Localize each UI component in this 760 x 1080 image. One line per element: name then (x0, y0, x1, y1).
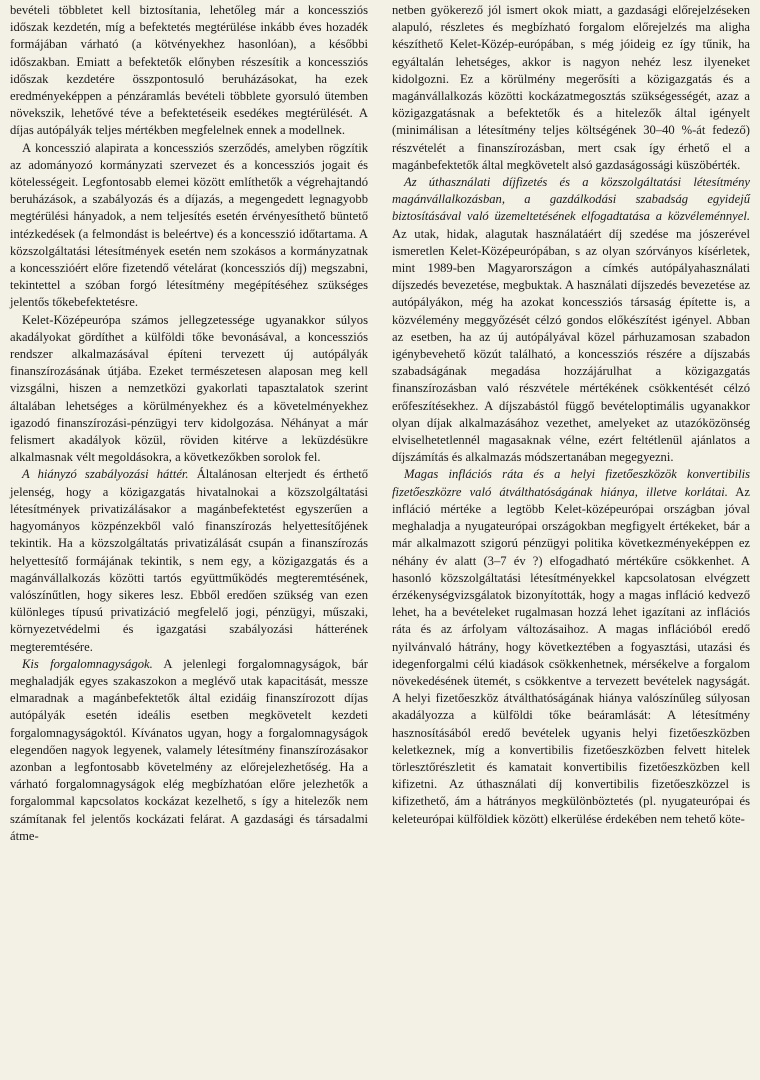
paragraph-text: Az utak, hidak, alagutak használatáért díj szedése ma jószerével ismeretlen Kelet-Középeurópában, s az olyan szórványos kísérletek, mint 1989-ben Magyarországon a címkés autópályahasználati díjszedés bevezetése, megbuktak. A használati díjszedés bevezetése az autópályákon, még ha azokat koncessziós társaság építette is, a közvélemény meggyőzését célzó gondos előkészítést igényel. Abban az esetben, ha az új autópályával közel párhuzamosan szabadon igénybevehető közút található, a koncessziós részére a díjszabás szabadságának megadása hozzájárulhat a közigazgatás finanszírozásban való részvétele mértékének csökkentését célzó erőfeszítésekhez. A díjszabástól függő bevételoptimális ugyanakkor olyan díjak alkalmazásához vezethet, amelyeket az utazóközönség elviselhetetlennél magasaknak vélne, ezért feltétlenül ajánlatos a díjszámítás és alkalmazás módszertanában megegyezni. (392, 226, 750, 465)
paragraph (392, 174, 750, 466)
paragraph (10, 656, 368, 845)
paragraph: Kelet-Középeurópa számos jellegzetessége ugyanakkor súlyos akadályokat gördíthet a külföldi tőke bevonásával, a koncessziós rendszer alkalmazásával építeni tervezett új autópályák finanszírozásának útjába. Ezeket természetesen alaposan meg kell vizsgálni, hiszen a nemzetközi gyakorlati tapasztalatok szerint általában lehetséges a körülményekhez és a követelményekhez igazodó finanszírozási-pénzügyi terv kidolgozása. Néhányat a már felismert akadályok közül, röviden kitérve a leküzdésükre alkalmasnak vélt megoldásokra, a következőkben sorolok fel. (10, 312, 368, 465)
paragraph (10, 466, 368, 655)
paragraph-text: A jelenlegi forgalomnagyságok, bár meghaladják egyes szakaszokon a meglévő utak kapacitását, messze elmaradnak a magánbefektetők által ezidáig finanszírozott díjas autópályák esetén ideális esetben megkövetelt kezdeti forgalomnagyságoktól. Kívánatos ugyan, hogy a forgalomnagyságok elegendően nagyok legyenek, valamely létesítmény finanszírozásakor azonban a legfontosabb követelmény az előrejelezhetőség. Ha a várható forgalomnagyságok elég megbízhatóan előre jelezhetők a forgalommal kapcsolatos kockázat kezelhető, s így a hitelezők nem számítanak fel jelentős kockázati felárat. A gazdasági és társadalmi átme- (10, 656, 368, 843)
paragraph-text: Az infláció mértéke a legtöbb Kelet-középeurópai országban jóval meghaladja a nyugateurópai országokban megfigyelt értékeket, bár a már alkalmazott szigorú pénzügyi politika következményeképpen ez néhány év alatt (3–7 év ?) elfogadható mértékűre csökkenhet. A hasonló közszolgáltatási létesítményekkel kapcsolatosan elvégzett érzékenységvizsgálatok bizonyították, hogy a magas infláció kedvező lehet, ha a bevételeket rugalmasan hozzá lehet igazítani az inflációs ráta és az árfolyam változásaihoz. A magas inflációból eredő nyilvánvaló hátrány, hogy következtében a fogyasztási, utazási és idegenforgalmi célú kiadások csökkenhetnek, mérsékelve a forgalom növekedésének ütemét, s csökkentve a tervezett bevételek nagyságát. A helyi fizetőeszköz átválthatóságának hiánya valószínűleg súlyosan akadályozza a külföldi tőke beáramlását: A létesítmény hasznosításából eredő bevételek ugyanis helyi fizetőeszközben keletkeznek, míg a konvertibilis fizetőeszközben felvett hitelek törlesztőrészletit és kamatait konvertibilis fizetőeszközben kell kifizetni. Az úthasználati díj konvertibilis fizetőeszközzel is kifizethető, ám a hátrányos megkülönböztetés (pl. nyugateurópai és keleteurópai külföldiek között) elkerülése érdekében nem tehető köte- (392, 484, 750, 826)
paragraph: A koncesszió alapirata a koncessziós szerződés, amelyben rögzítik az adományozó kormányzati szervezet és a koncessziós jogait és kötelességeit. Legfontosabb elemei között említhetők a végrehajtandó beruházások, a szabályozás és a díjazás, a megengedett legnagyobb megtérülési hányadok, a nem teljesítés esetén érvényesíthető büntető intézkedések (a felmondást is beleértve) és a koncesszió időtartama. A közszolgáltatási létesítmények esetén nem szokásos a kormányzatnak a koncesszióért előre fizetendő vételárat (koncessziós díj) megszabni, tekintettel a szóban forgó létesítmény megépítéséhez szükséges jelentős tőkebefektetésre. (10, 140, 368, 310)
section-lead: Magas inflációs ráta és a helyi fizetőeszközök konvertibilis fizetőeszközre való átválthatóságának hiánya, illetve korlátai. (392, 467, 750, 499)
section-lead: Kis forgalomnagyságok. (22, 656, 153, 671)
paragraph: netben gyökerező jól ismert okok miatt, a gazdasági előrejelzéseken alapuló, részletes és megbízható forgalom előrejelzés ma aligha készíthető Kelet-Közép-európában, s még jóideig ez így tűnik, ha egyáltalán lehetséges, akkor is nagyon nehéz lesz ilyeneket kidolgozni. Ez a körülmény megerősíti a közigazgatás és a magánvállalkozás közötti kockázatmegosztás szükségességét, azaz a közigazgatásnak a befektetők és a hitelezők által igényelt (minimálisan a létesítmény teljes költségének 30–40 %-át fedező) részvételét a finanszírozásban, mert csak így érhető el a magánbefektetők által megkövetelt alsó gazdaságossági küszöbérték. (392, 3, 750, 172)
section-lead: Az úthasználati díjfizetés és a közszolgáltatási létesítmény magánvállalkozásban, a gazdálkodási szabadság egyidejű biztosításával való üzemeltetésének elfogadtatása a közvéleménnyel. (392, 175, 750, 224)
section-lead: A hiányzó szabályozási háttér. (22, 467, 189, 482)
paragraph (392, 466, 750, 827)
left-column (10, 2, 368, 1080)
paragraph: bevételi többletet kell biztosítania, lehetőleg már a koncessziós időszak kezdetén, míg a befektetés megtérülése inkább éves hozadék formájában várható (a kötvényekhez hasonlóan), a későbbi időszakban. Emiatt a befektetők előnyben részesítik a koncessziós időszak kezdetére összpontosuló beruházásokat, ha ezek eredményeképpen a pénzáramlás bevételi többlete gyorsuló ütemben növekszik, lehetővé téve a befektetéseik esedékes megtérülését. A díjas autópályák teljes mértékben megfelelnek ennek a modellnek. (10, 3, 368, 138)
paragraph-text: Általánosan elterjedt és érthető jelenség, hogy a közigazgatás hivatalnokai a közszolgáltatási létesítmények privatizálásakor a magánbefektetést egyszerűen a hagyományos közpénzekből való finanszírozás helyettesítőjének tekintik. Ha a közszolgáltatás privatizálását csupán a finanszírozás helyettesítő formájának tekintik, s nem egy, a közigazgatás és a magánvállalkozás közötti tartós együttműködés megteremtésének, valószínűtlen, hogy sikeres lesz. Ebből eredően szükség van ezen különleges típusú privatizáció megfelelő jogi, pénzügyi, műszaki, környezetvédelmi és igazgatási szabályozási hátterének megteremtésére. (10, 467, 368, 654)
right-column (392, 2, 750, 1080)
